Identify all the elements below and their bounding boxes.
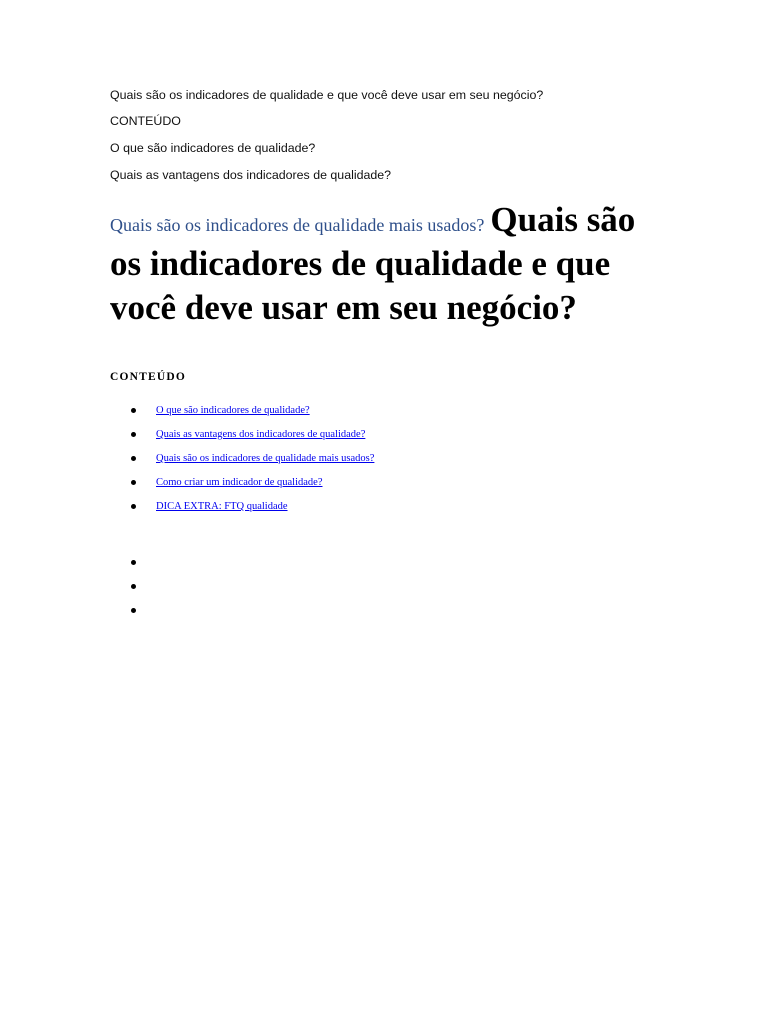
- toc-link-how-to-create[interactable]: Como criar um indicador de qualidade?: [156, 477, 323, 488]
- intro-question-line-2: Quais as vantagens dos indicadores de qualidade?: [110, 168, 392, 182]
- page-title: Quais são os indicadores de qualidade e que você deve usar em seu negócio?: [110, 200, 636, 327]
- contents-label: CONTEÚDO: [110, 371, 187, 383]
- toc-link-extra-tip[interactable]: DICA EXTRA: FTQ qualidade: [156, 501, 288, 512]
- bullet-icon: [131, 408, 136, 413]
- toc-link-what-are-indicators[interactable]: O que são indicadores de qualidade?: [156, 405, 310, 416]
- main-heading-block: [110, 198, 670, 330]
- toc-link-advantages[interactable]: Quais as vantagens dos indicadores de qualidade?: [156, 429, 366, 440]
- bullet-icon: [131, 560, 136, 565]
- bullet-icon: [131, 608, 136, 613]
- bullet-icon: [131, 432, 136, 437]
- intro-question-line-1: O que são indicadores de qualidade?: [110, 141, 316, 155]
- intro-conteudo-line: CONTEÚDO: [110, 114, 181, 128]
- section-heading: Quais são os indicadores de qualidade mais usados?: [110, 215, 485, 235]
- toc-link-most-used[interactable]: Quais são os indicadores de qualidade mais usados?: [156, 453, 375, 464]
- bullet-icon: [131, 584, 136, 589]
- intro-title-line: Quais são os indicadores de qualidade e que você deve usar em seu negócio?: [110, 88, 544, 102]
- bullet-icon: [131, 456, 136, 461]
- bullet-icon: [131, 504, 136, 509]
- bullet-icon: [131, 480, 136, 485]
